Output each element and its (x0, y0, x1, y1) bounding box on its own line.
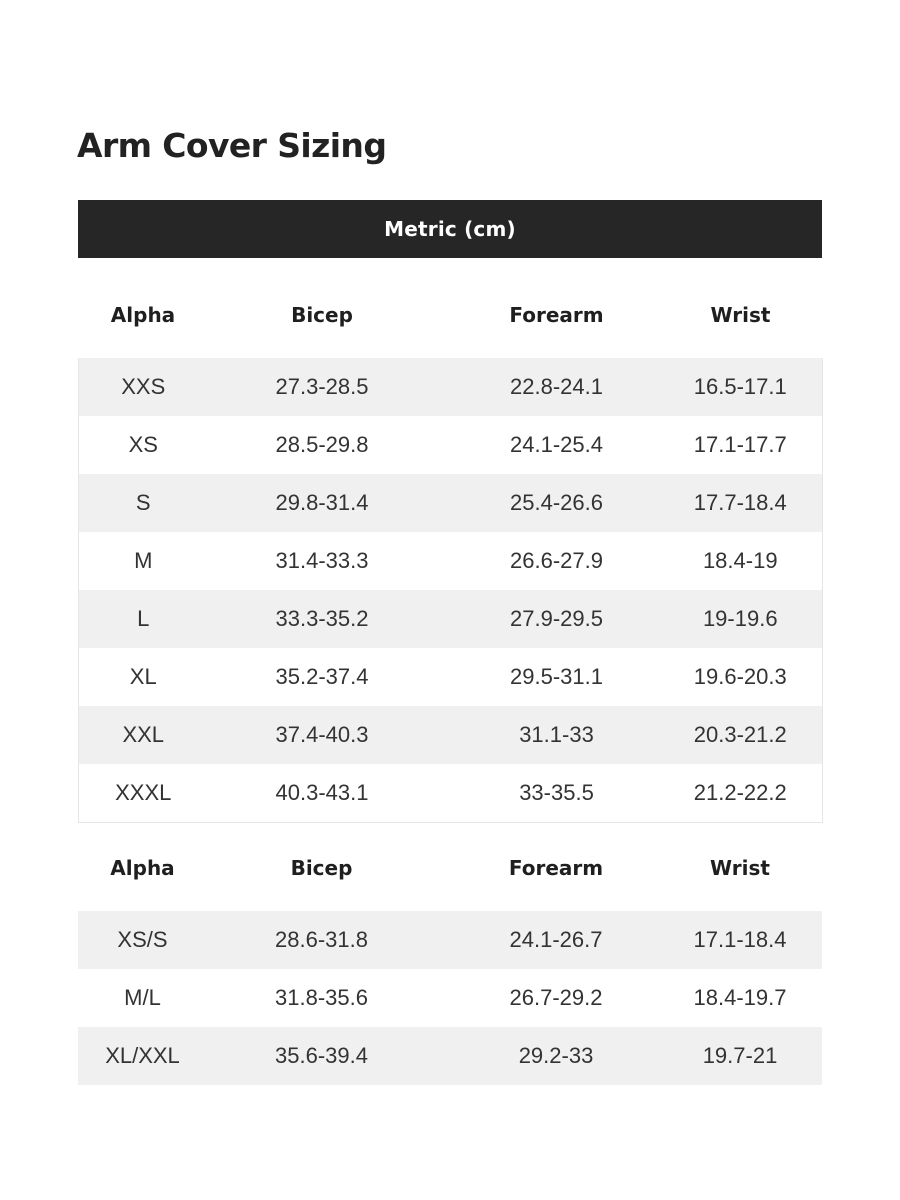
cell-bicep: 28.5-29.8 (208, 416, 447, 474)
cell-wrist: 20.3-21.2 (647, 706, 823, 764)
cell-forearm: 31.1-33 (447, 706, 647, 764)
cell-alpha: M (79, 532, 208, 590)
column-header-bicep: Bicep (208, 272, 447, 358)
cell-forearm: 29.2-33 (446, 1027, 646, 1085)
page-title: Arm Cover Sizing (77, 126, 387, 165)
cell-forearm: 24.1-25.4 (447, 416, 647, 474)
cell-wrist: 18.4-19.7 (646, 969, 822, 1027)
cell-alpha: XL (79, 648, 208, 706)
table-row (79, 416, 823, 474)
cell-forearm: 24.1-26.7 (446, 911, 646, 969)
cell-alpha: XXL (79, 706, 208, 764)
table-row (78, 911, 822, 969)
cell-bicep: 28.6-31.8 (207, 911, 446, 969)
cell-wrist: 19-19.6 (647, 590, 823, 648)
table-row (79, 706, 823, 764)
cell-alpha: XS (79, 416, 208, 474)
table-header-row (78, 825, 822, 911)
cell-forearm: 26.7-29.2 (446, 969, 646, 1027)
cell-bicep: 35.6-39.4 (207, 1027, 446, 1085)
cell-forearm: 25.4-26.6 (447, 474, 647, 532)
cell-bicep: 29.8-31.4 (208, 474, 447, 532)
column-header-alpha: Alpha (78, 825, 207, 911)
cell-wrist: 16.5-17.1 (647, 358, 823, 416)
column-header-forearm: Forearm (447, 272, 647, 358)
cell-forearm: 33-35.5 (447, 764, 647, 823)
cell-bicep: 33.3-35.2 (208, 590, 447, 648)
cell-wrist: 19.7-21 (646, 1027, 822, 1085)
cell-alpha: XS/S (78, 911, 207, 969)
table-row (79, 474, 823, 532)
cell-wrist: 17.1-17.7 (647, 416, 823, 474)
table-row (79, 532, 823, 590)
cell-bicep: 27.3-28.5 (208, 358, 447, 416)
table-row (78, 1027, 822, 1085)
size-table-single-sizes (78, 272, 823, 823)
column-header-bicep: Bicep (207, 825, 446, 911)
table-row (78, 969, 822, 1027)
cell-alpha: XXS (79, 358, 208, 416)
cell-bicep: 35.2-37.4 (208, 648, 447, 706)
table-row (79, 648, 823, 706)
column-header-forearm: Forearm (446, 825, 646, 911)
cell-wrist: 19.6-20.3 (647, 648, 823, 706)
size-table-combined-sizes (78, 825, 822, 1085)
cell-alpha: XXXL (79, 764, 208, 823)
cell-alpha: M/L (78, 969, 207, 1027)
cell-forearm: 26.6-27.9 (447, 532, 647, 590)
cell-bicep: 31.8-35.6 (207, 969, 446, 1027)
cell-forearm: 27.9-29.5 (447, 590, 647, 648)
cell-alpha: S (79, 474, 208, 532)
table-row (79, 590, 823, 648)
unit-header-bar (78, 200, 822, 258)
cell-forearm: 29.5-31.1 (447, 648, 647, 706)
cell-bicep: 37.4-40.3 (208, 706, 447, 764)
table-row (79, 764, 823, 823)
column-header-wrist: Wrist (646, 825, 822, 911)
cell-alpha: L (79, 590, 208, 648)
column-header-wrist: Wrist (647, 272, 823, 358)
cell-wrist: 18.4-19 (647, 532, 823, 590)
unit-label: Metric (cm) (384, 217, 516, 241)
table-header-row (79, 272, 823, 358)
cell-bicep: 31.4-33.3 (208, 532, 447, 590)
cell-wrist: 21.2-22.2 (647, 764, 823, 823)
cell-wrist: 17.1-18.4 (646, 911, 822, 969)
table-row (79, 358, 823, 416)
cell-bicep: 40.3-43.1 (208, 764, 447, 823)
cell-wrist: 17.7-18.4 (647, 474, 823, 532)
cell-forearm: 22.8-24.1 (447, 358, 647, 416)
column-header-alpha: Alpha (79, 272, 208, 358)
cell-alpha: XL/XXL (78, 1027, 207, 1085)
